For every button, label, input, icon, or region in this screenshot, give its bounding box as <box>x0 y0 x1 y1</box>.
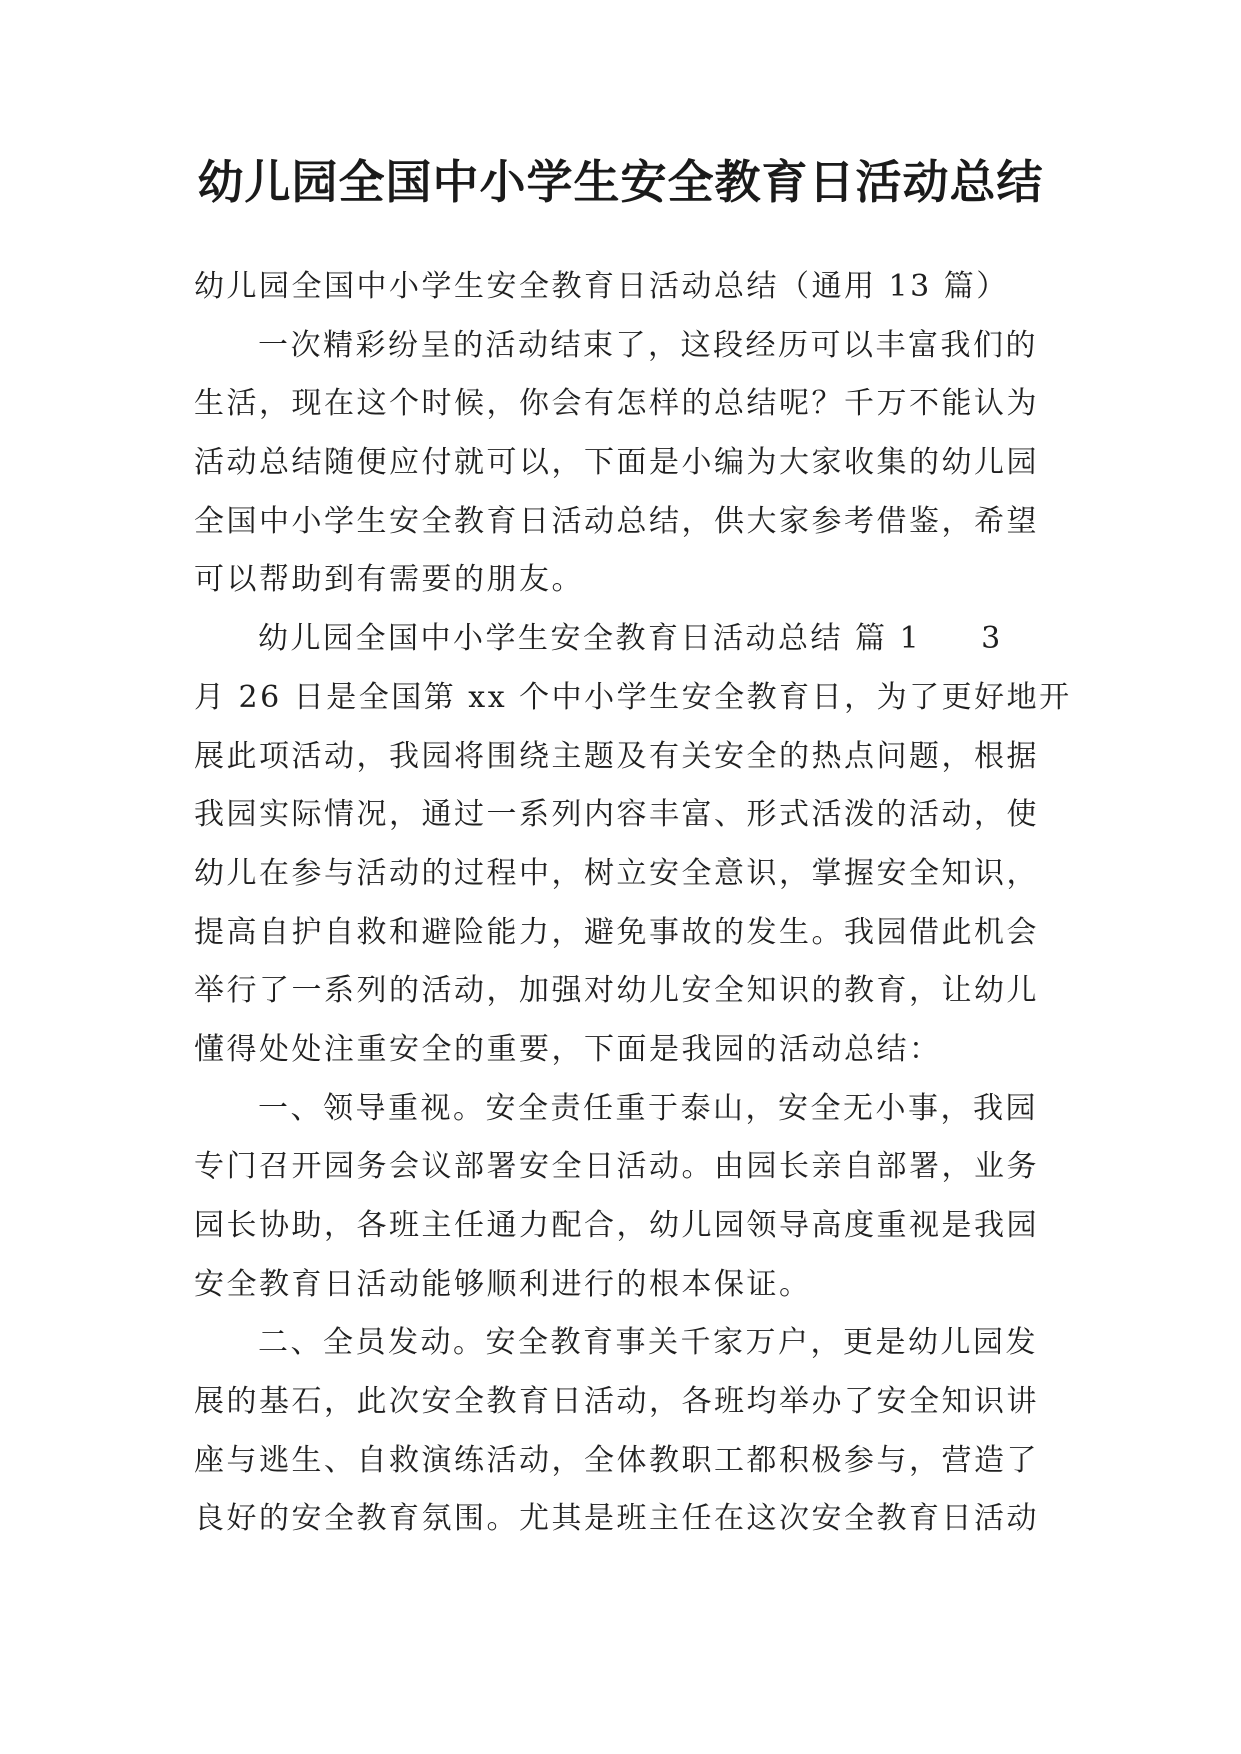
section-heading-line <box>194 610 1054 669</box>
document-body <box>194 258 1072 1549</box>
paragraph-line: 一次精彩纷呈的活动结束了，这段经历可以丰富我们的 <box>258 327 1038 363</box>
paragraph-line: 座与逃生、自救演练活动，全体教职工都积极参与，营造了 <box>194 1442 1039 1478</box>
paragraph-line: 全国中小学生安全教育日活动总结，供大家参考借鉴，希望 <box>194 503 1039 539</box>
paragraph-line: 安全教育日活动能够顺利进行的根本保证。 <box>194 1266 812 1302</box>
section-heading: 幼儿园全国中小学生安全教育日活动总结 篇 1 <box>258 621 922 657</box>
paragraph-start-number: 3 <box>981 621 1003 657</box>
paragraph-line: 懂得处处注重安全的重要，下面是我园的活动总结： <box>194 1031 942 1067</box>
paragraph-line: 二、全员发动。安全教育事关千家万户，更是幼儿园发 <box>258 1325 1038 1361</box>
paragraph-line: 我园实际情况，通过一系列内容丰富、形式活泼的活动，使 <box>194 797 1039 833</box>
paragraph-line: 活动总结随便应付就可以，下面是小编为大家收集的幼儿园 <box>194 445 1039 481</box>
document-title: 幼儿园全国中小学生安全教育日活动总结 <box>197 155 1044 209</box>
paragraph-line: 园长协助，各班主任通力配合，幼儿园领导高度重视是我园 <box>194 1208 1039 1243</box>
paragraph-line: 一、领导重视。安全责任重于泰山，安全无小事，我园 <box>258 1090 1038 1126</box>
paragraph-line: 幼儿在参与活动的过程中，树立安全意识，掌握安全知识， <box>194 855 1039 891</box>
paragraph-line: 月 26 日是全国第 xx 个中小学生安全教育日，为了更好地开 <box>194 679 1072 715</box>
paragraph-line: 可以帮助到有需要的朋友。 <box>194 562 584 598</box>
paragraph-line: 生活，现在这个时候，你会有怎样的总结呢？千万不能认为 <box>194 386 1039 422</box>
paragraph-line: 专门召开园务会议部署安全日活动。由园长亲自部署，业务 <box>194 1149 1039 1185</box>
paragraph-line: 提高自护自救和避险能力，避免事故的发生。我园借此机会 <box>194 914 1039 950</box>
paragraph-line: 展的基石，此次安全教育日活动，各班均举办了安全知识讲 <box>194 1384 1039 1420</box>
paragraph-line: 举行了一系列的活动，加强对幼儿安全知识的教育，让幼儿 <box>194 973 1039 1009</box>
subtitle-line: 幼儿园全国中小学生安全教育日活动总结（通用 13 篇） <box>194 269 1009 304</box>
paragraph-line: 展此项活动，我园将围绕主题及有关安全的热点问题，根据 <box>194 738 1039 774</box>
paragraph-line: 良好的安全教育氛围。尤其是班主任在这次安全教育日活动 <box>194 1501 1039 1537</box>
